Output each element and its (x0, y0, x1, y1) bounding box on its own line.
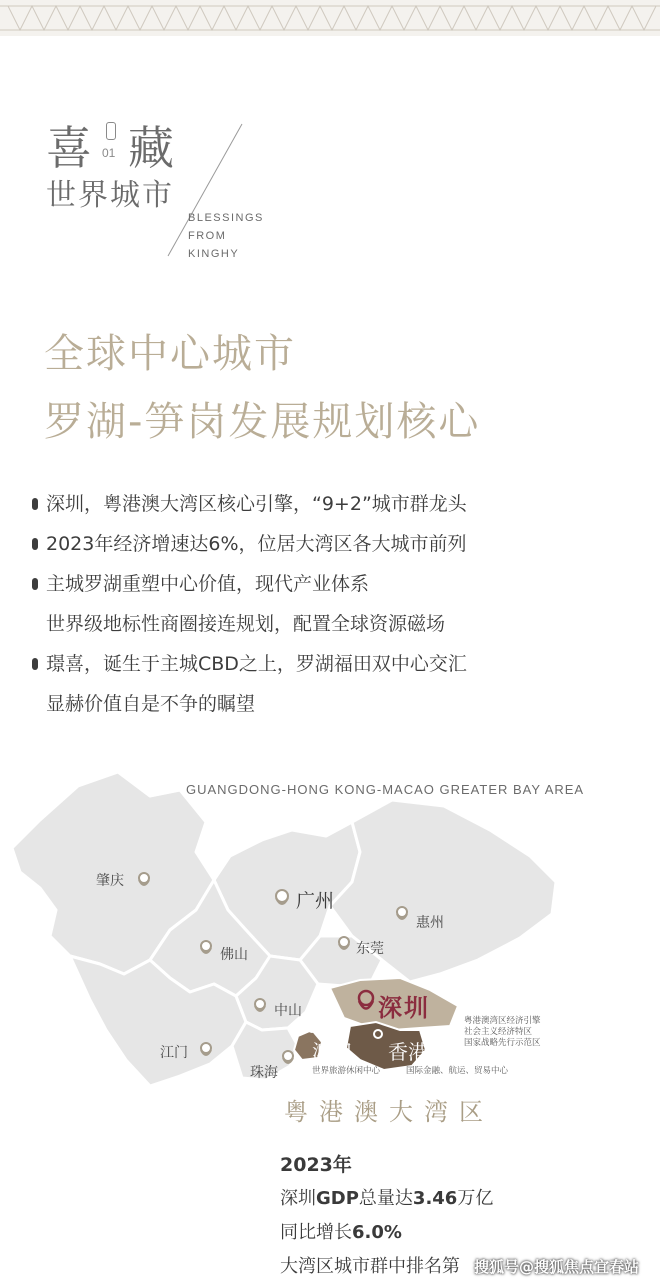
macao-note: 世界旅游休闲中心 (312, 1066, 381, 1076)
pin-icon-zhaoqing (139, 873, 149, 885)
section-subtitle: 世界城市 (46, 178, 174, 213)
pin-icon-dongguan (339, 937, 349, 949)
city-label-foshan: 佛山 (220, 947, 248, 963)
city-label-shenzhen: 深圳 (378, 994, 430, 1022)
shenzhen-note-line: 国家战略先行示范区 (464, 1038, 541, 1048)
city-label-dongguan: 东莞 (356, 941, 384, 957)
pin-icon-zhuhai (283, 1051, 293, 1063)
city-label-zhongshan: 中山 (274, 1003, 302, 1019)
gdp-stats (280, 1148, 493, 1284)
pin-icon-foshan (201, 941, 211, 953)
stats-text: 深圳 (280, 1188, 316, 1209)
shenzhen-note (464, 1016, 541, 1049)
bullet-dot-icon (32, 538, 38, 550)
stats-growth-line (280, 1216, 493, 1250)
stats-gdp-line (280, 1182, 493, 1216)
pin-icon-guangzhou (276, 890, 288, 904)
city-label-zhaoqing: 肇庆 (96, 873, 124, 889)
city-label-guangzhou: 广州 (296, 890, 335, 912)
bullet-item (30, 564, 640, 644)
city-label-zhuhai: 珠海 (250, 1065, 278, 1081)
top-decorative-pattern (0, 0, 660, 36)
bullet-dot-icon (32, 658, 38, 670)
watermark: 搜狐号@搜狐焦点宜春站 (474, 1258, 640, 1276)
stats-text: GDP (316, 1188, 359, 1209)
blessings-text (188, 209, 264, 263)
stats-text: 万亿 (457, 1188, 494, 1209)
city-label-macao: 澳门 (312, 1040, 352, 1064)
city-label-hongkong: 香港 (388, 1040, 428, 1064)
shenzhen-note-line: 粤港澳湾区经济引擎 (464, 1016, 541, 1026)
hongkong-note: 国际金融、航运、贸易中心 (406, 1066, 509, 1076)
title-char-xi: 喜 (46, 121, 93, 175)
stats-text: 总量达 (358, 1188, 413, 1209)
pin-icon-huizhou (397, 907, 407, 919)
blessings-line: KINGHY (188, 248, 240, 260)
stats-value: 6.0% (352, 1222, 402, 1243)
bullet-text: 显赫价值自是不争的瞩望 (46, 693, 256, 715)
bullet-list (30, 484, 640, 724)
seal-icon (106, 122, 116, 140)
headline-line-2: 罗湖-笋岗发展规划核心 (44, 399, 481, 445)
blessings-line: FROM (188, 230, 227, 242)
pin-icon-zhongshan (255, 999, 265, 1011)
city-label-jiangmen: 江门 (160, 1045, 188, 1061)
bullet-text: 世界级地标性商圈接连规划，配置全球资源磁场 (46, 613, 446, 635)
bullet-item (30, 484, 640, 524)
stats-rank-line: 大湾区城市群中排名第 (280, 1256, 460, 1277)
stats-text: 同比增长 (280, 1222, 352, 1243)
map-title-en: GUANGDONG-HONG KONG-MACAO GREATER BAY AREA (186, 782, 585, 797)
bullet-dot-icon (32, 498, 38, 510)
headline-line-1: 全球中心城市 (44, 331, 296, 377)
bullet-dot-icon (32, 578, 38, 590)
stats-year: 2023年 (280, 1154, 352, 1176)
city-label-huizhou: 惠州 (416, 915, 444, 931)
bullet-text: 璟喜，诞生于主城CBD之上，罗湖福田双中心交汇 (46, 653, 467, 675)
bullet-text: 深圳，粤港澳大湾区核心引擎，“9+2”城市群龙头 (46, 493, 467, 515)
bullet-item (30, 644, 640, 724)
section-index: 01 (102, 146, 116, 160)
bullet-text: 2023年经济增速达6%，位居大湾区各大城市前列 (46, 533, 467, 555)
bullet-item (30, 524, 640, 564)
pin-icon-jiangmen (201, 1043, 211, 1055)
stats-value: 3.46 (412, 1188, 458, 1209)
map-title-cn: 粤港澳大湾区 (284, 1098, 494, 1126)
title-char-cang: 藏 (128, 121, 174, 175)
shenzhen-note-line: 社会主义经济特区 (464, 1027, 533, 1037)
blessings-line: BLESSINGS (188, 212, 264, 224)
bullet-text: 主城罗湖重塑中心价值，现代产业体系 (46, 573, 370, 595)
